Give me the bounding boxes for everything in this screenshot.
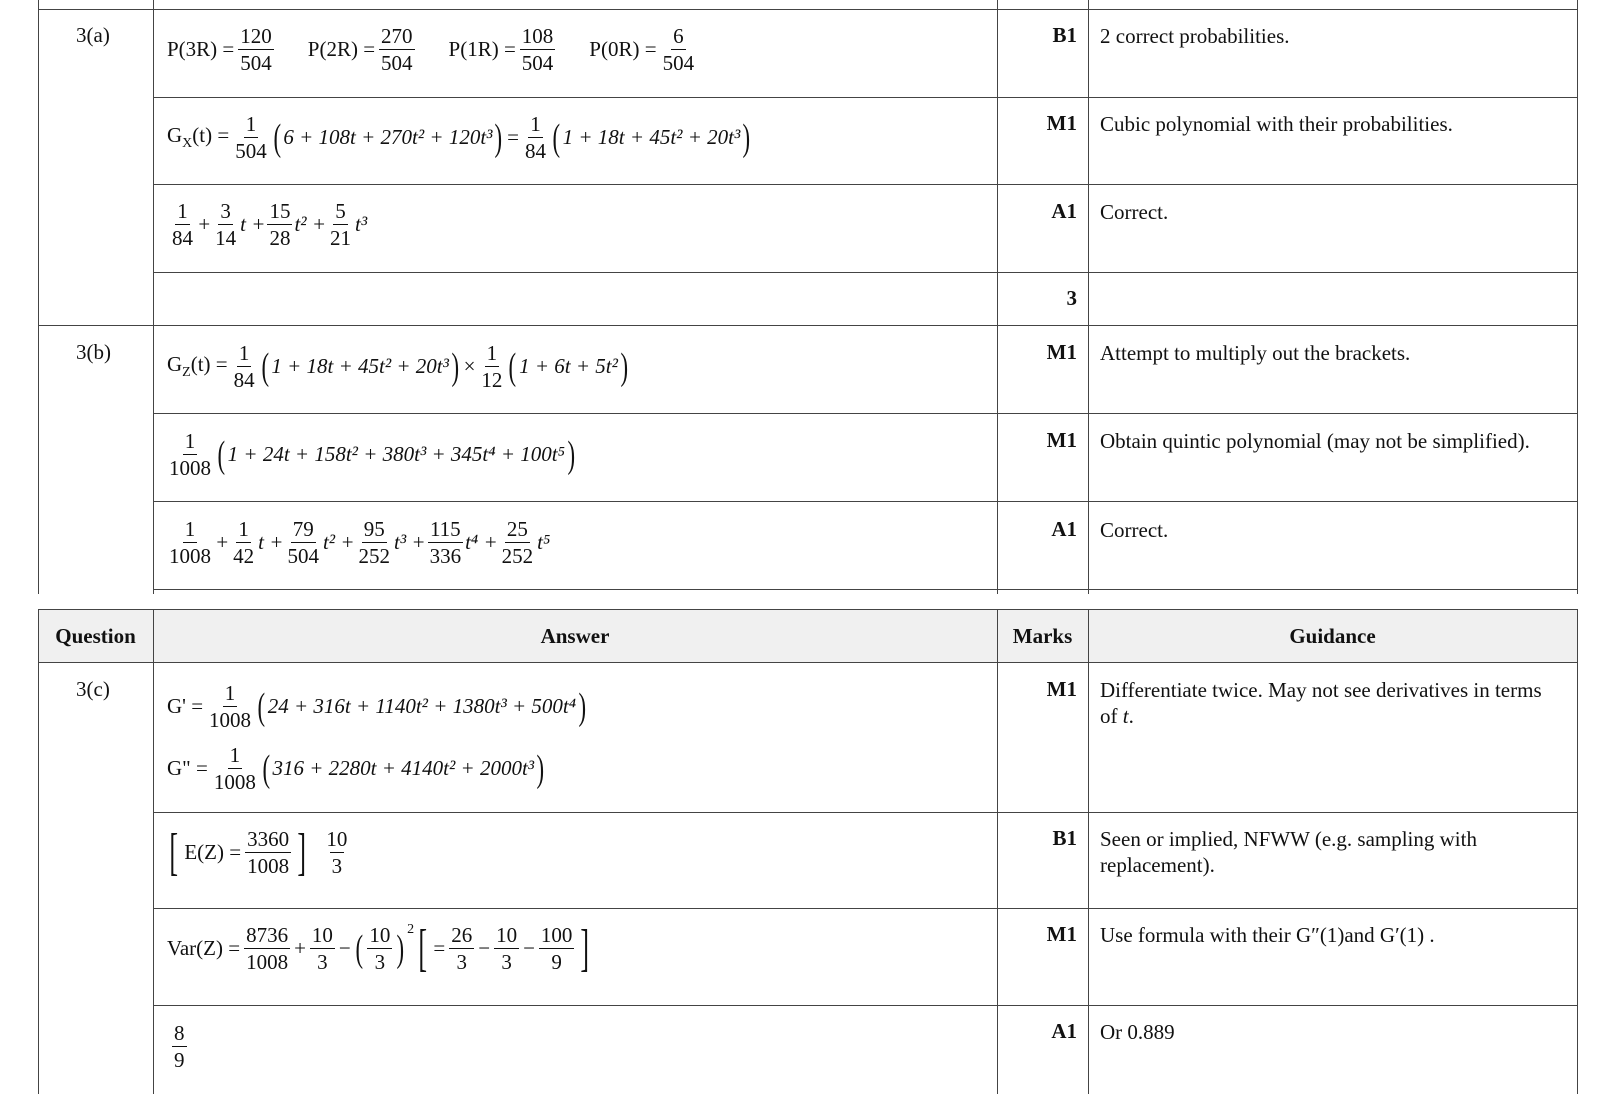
- guidance-text: 2 correct probabilities.: [1100, 24, 1290, 48]
- prob-label: P(1R) =: [448, 37, 516, 62]
- final-answer: [170, 1020, 189, 1074]
- header-marks: Marks: [1012, 624, 1073, 648]
- fraction: $\frac{1}{504}$: [235, 112, 267, 164]
- fraction: $\frac{120}{504}$: [240, 24, 272, 76]
- mark: M1: [1046, 428, 1077, 452]
- fraction: $\frac{1}{1008}$: [169, 429, 211, 481]
- polynomial: 1 + 18t + 45t² + 20t³: [271, 354, 449, 379]
- fraction: $\frac{1}{42}$: [233, 517, 255, 569]
- second-derivative: G" = $\frac{1}{1008}$ ( 316 + 2280t + 4140t² + 2000t³ ): [167, 743, 545, 795]
- total-mark: 3: [1066, 286, 1077, 310]
- polynomial: 1 + 24t + 158t² + 380t³ + 345t⁴ + 100t⁵: [227, 442, 565, 467]
- header-guidance: Guidance: [1289, 624, 1376, 648]
- question-id: 3(c): [76, 677, 110, 701]
- first-derivative: G' = $\frac{1}{1008}$ ( 24 + 316t + 1140t² + 1380t³ + 500t⁴ ): [167, 681, 587, 733]
- gx-expanded: $\frac{1}{84}$ + $\frac{3}{14}$ t + $\frac{15}{28}$ t² + $\frac{5}{21}$ t³: [172, 199, 368, 251]
- fraction: $\frac{26}{3}$: [451, 923, 473, 975]
- guidance-text: Attempt to multiply out the brackets.: [1100, 341, 1411, 365]
- header-question: Question: [55, 624, 136, 648]
- fraction: $\frac{79}{504}$: [287, 517, 319, 569]
- guidance-text: Or 0.889: [1100, 1020, 1175, 1044]
- fraction: $\frac{8}{9}$: [174, 1021, 185, 1073]
- guidance-text: Seen or implied, NFWW (e.g. sampling with replacement).: [1100, 827, 1477, 878]
- prob-label: P(3R) =: [167, 37, 235, 62]
- polynomial: 1 + 18t + 45t² + 20t³: [562, 125, 741, 150]
- fraction: $\frac{1}{84}$: [233, 341, 255, 393]
- guidance-text: Use formula with their G″(1)and G′(1) .: [1100, 923, 1435, 947]
- fraction: $\frac{1}{84}$: [524, 112, 546, 164]
- guidance-text: Differentiate twice. May not see derivatives in terms of t.: [1100, 678, 1542, 729]
- fraction: $\frac{3}{14}$: [215, 199, 237, 251]
- prob-label: P(0R) =: [589, 37, 657, 62]
- mark: A1: [1051, 1019, 1077, 1043]
- fraction: $\frac{8736}{1008}$: [246, 923, 289, 975]
- mark: M1: [1046, 922, 1077, 946]
- mark: M1: [1046, 111, 1077, 135]
- gz-expanded: $\frac{1}{1008}$ + $\frac{1}{42}$ t + $\frac{79}{504}$ t² + $\frac{95}{252}$ t³ + $\frac{115}{336}$ t⁴ + $\frac{25}{252}$ t⁵: [169, 517, 551, 569]
- polynomial: 1 + 6t + 5t²: [519, 354, 618, 379]
- polynomial: 6 + 108t + 270t² + 120t³: [283, 125, 493, 150]
- fraction: $\frac{270}{504}$: [381, 24, 413, 76]
- fraction: $\frac{25}{252}$: [501, 517, 534, 569]
- gz-formula: $G_Z(t)$ = $\frac{1}{84}$ ( 1 + 18t + 45t² + 20t³ ) × $\frac{1}{12}$ ( 1 + 6t + 5t² ): [167, 341, 629, 393]
- mark: A1: [1051, 199, 1077, 223]
- mark: A1: [1051, 517, 1077, 541]
- fraction: $\frac{1}{1008}$: [209, 681, 252, 733]
- polynomial: 316 + 2280t + 4140t² + 2000t³: [272, 756, 535, 781]
- prob-label: P(2R) =: [307, 37, 376, 62]
- mark: M1: [1046, 677, 1077, 701]
- expectation: [ E(Z) = $\frac{3360}{1008}$ ] $\frac{10}{3}$: [169, 823, 348, 881]
- fraction: $\frac{5}{21}$: [330, 199, 351, 251]
- fraction: $\frac{100}{9}$: [540, 923, 573, 975]
- fraction: $\frac{6}{504}$: [662, 24, 695, 76]
- fraction: $\frac{10}{3}$: [496, 923, 518, 975]
- fraction: $\frac{1}{12}$: [481, 341, 503, 393]
- gx-formula: $G_X(t)$ = $\frac{1}{504}$ ( 6 + 108t + 270t² + 120t³ ) = $\frac{1}{84}$ ( 1 + 18t + 45t² + 20t³ ): [167, 112, 751, 164]
- guidance-text: Cubic polynomial with their probabilities.: [1100, 112, 1453, 136]
- mark: B1: [1052, 826, 1077, 850]
- fraction: $\frac{3360}{1008}$: [247, 827, 290, 879]
- fraction: $\frac{1}{84}$: [172, 199, 193, 251]
- mark: B1: [1052, 23, 1077, 47]
- probabilities-line: [165, 23, 698, 77]
- guidance-text: Correct.: [1100, 200, 1169, 224]
- guidance-text: Correct.: [1100, 518, 1169, 542]
- fraction: $\frac{108}{504}$: [521, 24, 554, 76]
- fraction: $\frac{1}{1008}$: [213, 743, 256, 795]
- fraction: $\frac{15}{28}$: [269, 199, 291, 251]
- polynomial: 24 + 316t + 1140t² + 1380t³ + 500t⁴: [267, 694, 577, 719]
- fraction: $\frac{1}{1008}$: [169, 517, 211, 569]
- question-id: 3(a): [76, 23, 110, 47]
- fraction: $\frac{10}{3}$: [326, 827, 348, 879]
- mark: M1: [1046, 340, 1077, 364]
- fraction: $\frac{95}{252}$: [358, 517, 390, 569]
- fraction: $\frac{10}{3}$: [311, 923, 333, 975]
- fraction: $\frac{10}{3}$: [369, 923, 391, 975]
- gz-product: $\frac{1}{1008}$ ( 1 + 24t + 158t² + 380t³ + 345t⁴ + 100t⁵ ): [169, 429, 576, 481]
- question-id: 3(b): [76, 340, 111, 364]
- guidance-text: Obtain quintic polynomial (may not be simplified).: [1100, 429, 1530, 453]
- header-answer: Answer: [540, 624, 610, 648]
- fraction: $\frac{115}{336}$: [429, 517, 462, 569]
- variance: Var(Z) = $\frac{8736}{1008}$ + $\frac{10}{3}$ − ( $\frac{10}{3}$ ) $^2$ [ = $\frac{26}{3}$ − $\frac{10}{3}$ − $\frac{100}{9}$ ]: [167, 919, 590, 977]
